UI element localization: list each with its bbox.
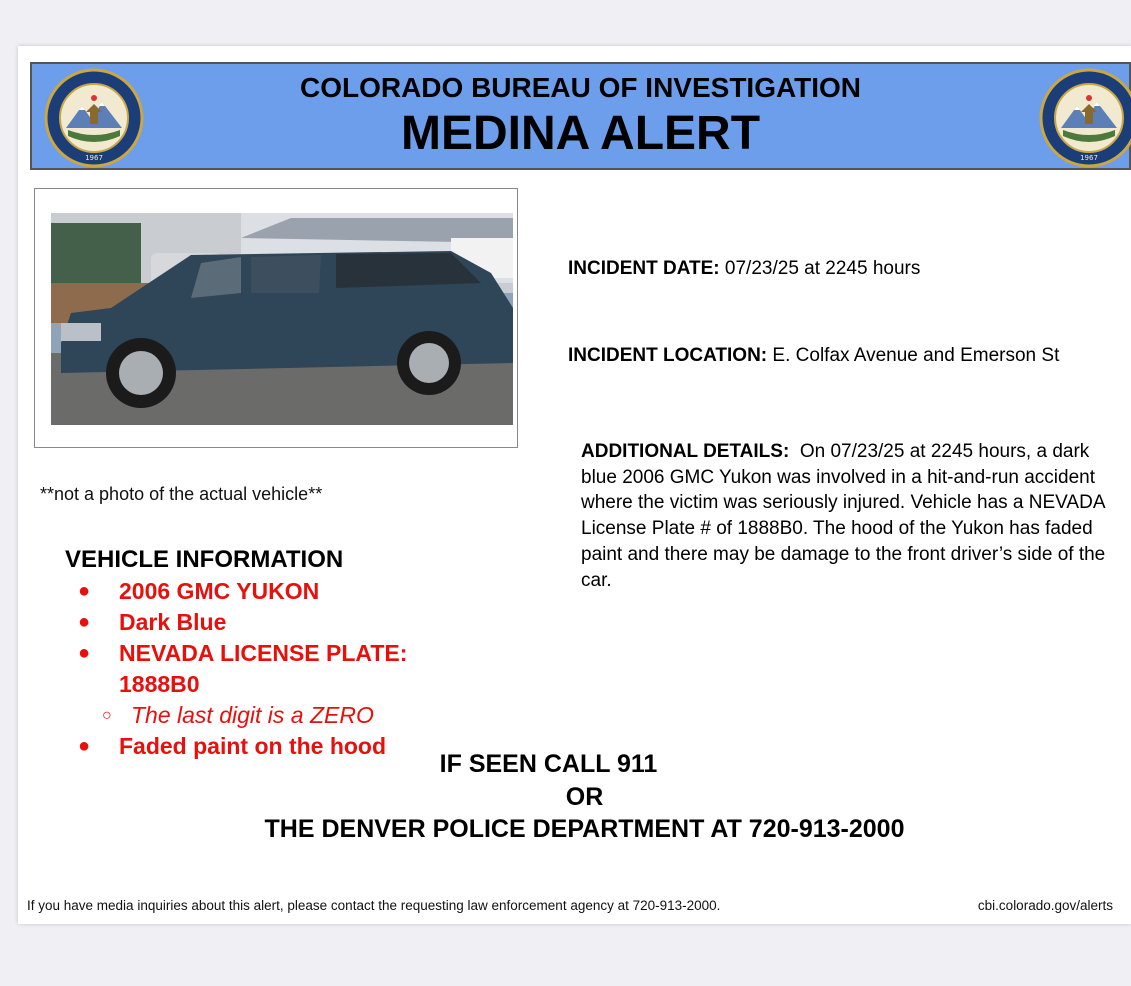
incident-location [568, 345, 1059, 367]
vehicle-photo [51, 213, 513, 425]
list-item: ● 2006 GMC YUKON [76, 576, 407, 607]
bullet-icon: ● [78, 735, 91, 757]
bullet-icon: ● [78, 580, 91, 602]
list-item: ● Dark Blue [76, 607, 407, 638]
additional-details-text: On 07/23/25 at 2245 hours, a dark blue 2006 GMC Yukon was involved in a hit-and-run accident where the victim was seriously injured. Vehicle has a NEVADA License Plate # of 1888B0. The hood of the Yukon has faded paint and there may be damage to the front driver’s side of the car. [581, 441, 1106, 591]
incident-location-value: E. Colfax Avenue and Emerson St [772, 345, 1060, 366]
vehicle-photo-frame [34, 188, 518, 448]
cbi-seal-right [1039, 68, 1131, 168]
additional-details-label: ADDITIONAL DETAILS: [581, 441, 790, 462]
alerts-url[interactable]: cbi.colorado.gov/alerts [977, 898, 1113, 913]
alert-title: MEDINA ALERT [400, 107, 761, 160]
incident-date-value: 07/23/25 at 2245 hours [724, 258, 921, 279]
media-inquiry-note: If you have media inquiries about this alert, please contact the requesting law enforcement agency at 720-913-2000. [27, 898, 721, 913]
list-item-continuation: 1888B0 [119, 671, 200, 697]
circle-bullet-icon: ○ [102, 707, 112, 724]
additional-details [581, 439, 1111, 593]
bullet-icon: ● [78, 611, 91, 633]
vehicle-info-heading: VEHICLE INFORMATION [65, 546, 344, 573]
call-911-line: IF SEEN CALL 911 [439, 750, 658, 778]
list-item: ● NEVADA LICENSE PLATE: [76, 638, 407, 669]
incident-date [568, 258, 920, 280]
photo-disclaimer: **not a photo of the actual vehicle** [40, 484, 323, 504]
list-item: ● Faded paint on the hood [76, 731, 407, 762]
bullet-icon: ● [78, 642, 91, 664]
svg-text:1967: 1967 [1080, 154, 1098, 162]
svg-text:1967: 1967 [85, 154, 103, 162]
incident-location-label: INCIDENT LOCATION: [568, 345, 768, 366]
sub-list-item: ○ The last digit is a ZERO [88, 700, 407, 731]
call-or-line: OR [565, 783, 604, 811]
incident-date-label: INCIDENT DATE: [568, 258, 720, 279]
alert-header [30, 62, 1131, 170]
vehicle-info-list [76, 576, 407, 762]
agency-name: COLORADO BUREAU OF INVESTIGATION [299, 72, 862, 103]
call-police-line: THE DENVER POLICE DEPARTMENT AT 720-913-2000 [264, 815, 905, 843]
